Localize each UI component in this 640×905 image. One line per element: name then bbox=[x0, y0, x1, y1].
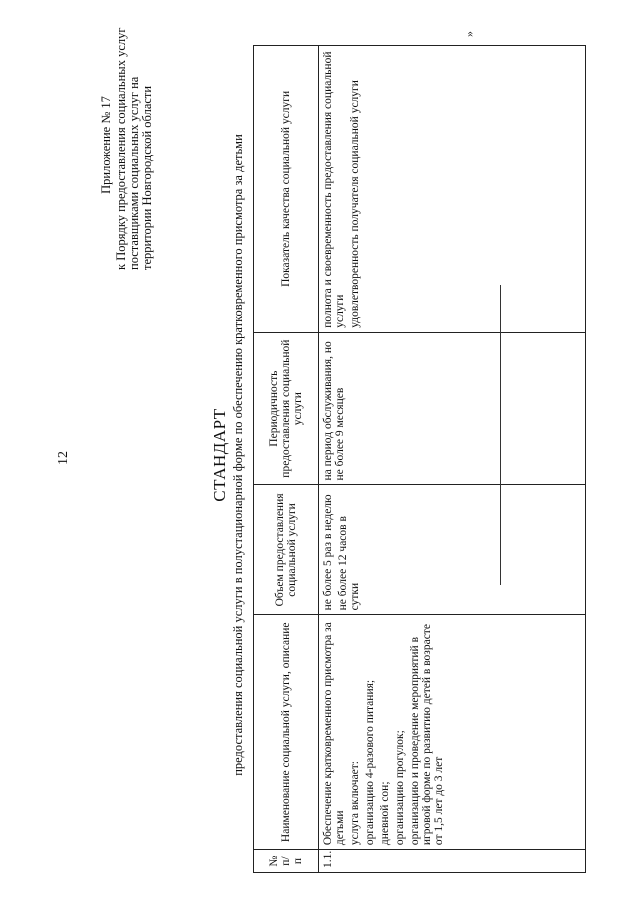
row-periodicity: на период обслуживания, но не более 9 месяцев bbox=[319, 332, 586, 485]
header-number: № п/п bbox=[254, 850, 319, 873]
closing-quote-mark: » bbox=[462, 31, 476, 37]
footnote-divider bbox=[500, 285, 501, 585]
header-service-name: Наименование социальной услуги, описание bbox=[254, 615, 319, 850]
appendix-text: к Порядку предоставления социальных услуг поставщиками социальных услуг на территории Новгородской области bbox=[114, 27, 154, 270]
table-row bbox=[319, 46, 586, 873]
volume-line: не более 12 часов в сутки bbox=[337, 516, 361, 611]
description-line: организацию 4-разового питания; bbox=[364, 679, 376, 846]
page-number: 12 bbox=[56, 451, 71, 465]
header-volume: Объем предоставления социальной услуги bbox=[254, 485, 319, 615]
description-line: услуга включает: bbox=[349, 760, 361, 846]
standard-table bbox=[253, 45, 586, 873]
row-quality bbox=[319, 46, 586, 333]
appendix-title: Приложение № 17 bbox=[99, 96, 113, 194]
table-header-row bbox=[254, 46, 319, 873]
appendix-header bbox=[100, 20, 154, 270]
row-volume bbox=[319, 485, 586, 615]
standard-subtitle: предоставления социальной услуги в полустационарной форме по обеспечению кратковременного присмотра за детьми bbox=[231, 134, 245, 776]
row-description bbox=[319, 615, 586, 850]
volume-line: не более 5 раз в неделю bbox=[322, 494, 334, 611]
description-line: дневной сон; bbox=[379, 781, 391, 846]
description-line: организацию и проведение мероприятий в игровой форме по развитию детей в возрасте от 1,5 лет до 3 лет bbox=[409, 624, 445, 846]
quality-line: полнота и своевременность предоставления социальной услуги bbox=[322, 51, 346, 328]
standard-title: СТАНДАРТ bbox=[210, 408, 229, 502]
header-periodicity: Периодичность предоставления социальной услуги bbox=[254, 332, 319, 485]
description-line: организацию прогулок; bbox=[394, 730, 406, 846]
row-number: 1.1. bbox=[319, 850, 586, 873]
description-line: Обеспечение кратковременного присмотра за детьми bbox=[322, 622, 346, 846]
header-quality: Показатель качества социальной услуги bbox=[254, 46, 319, 333]
quality-line: удовлетворенность получателя социальной услуги bbox=[349, 80, 361, 328]
